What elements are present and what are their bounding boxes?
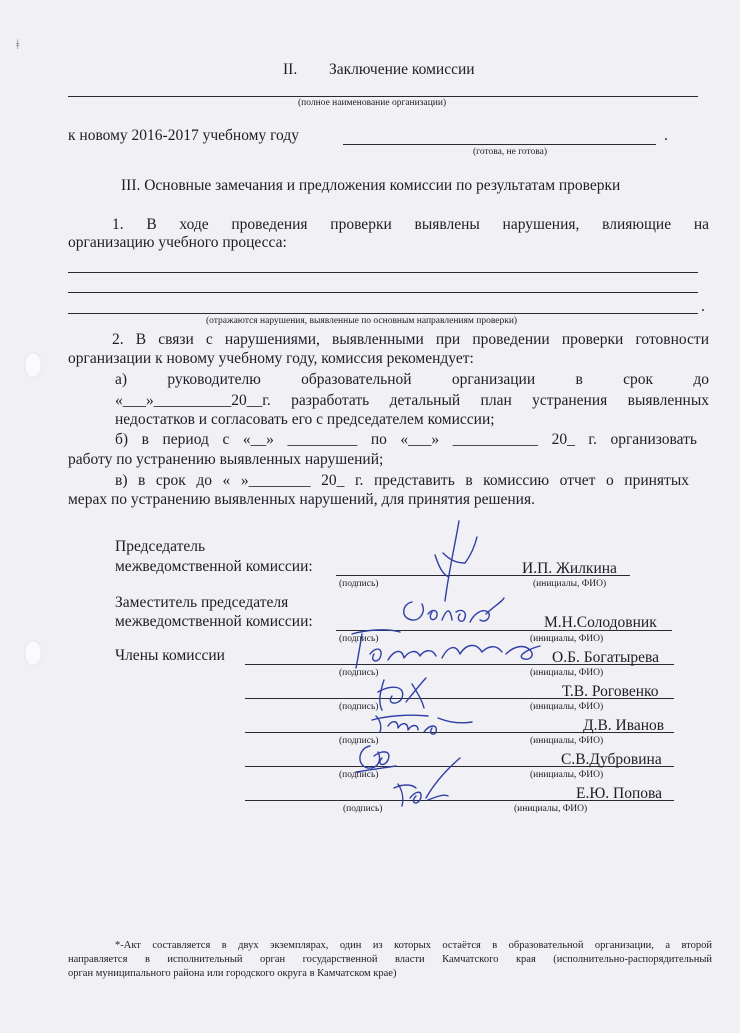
member-5-initials-caption: (инициалы, ФИО): [514, 804, 588, 814]
org-name-caption: (полное наименование организации): [298, 98, 447, 108]
section-ii-number: II.: [283, 61, 298, 78]
chairman-name: И.П. Жилкина: [522, 560, 617, 577]
violations-line-2: [68, 292, 698, 293]
org-name-line: [68, 96, 698, 97]
member-2-initials-caption: (инициалы, ФИО): [530, 702, 604, 712]
chairman-handwritten-signature: [425, 515, 485, 605]
chairman-label-1: Председатель: [115, 538, 206, 555]
member-5-handwritten-signature: [388, 754, 468, 820]
corner-mark: ǂ: [16, 38, 20, 53]
member-1-initials-caption: (инициалы, ФИО): [530, 668, 604, 678]
member-1-name: О.Б. Богатырева: [552, 649, 660, 666]
member-3-handwritten-signature: [368, 706, 478, 740]
ready-line: [343, 144, 656, 145]
chairman-sign-caption: (подпись): [339, 579, 379, 589]
item-a-line-2: «___»__________20__г. разработать детальный план устранения выявленных: [115, 392, 709, 409]
violations-line-1: [68, 272, 698, 273]
punch-hole-bottom: [24, 640, 42, 666]
member-2-sign-caption: (подпись): [339, 702, 379, 712]
deputy-initials-caption: (инициалы, ФИО): [530, 634, 604, 644]
member-3-initials-caption: (инициалы, ФИО): [530, 736, 604, 746]
footnote-line-2: направляется в исполнительный орган государственной власти Камчатского края (исполнительно-распорядительный: [68, 954, 712, 965]
deputy-sign-caption: (подпись): [339, 634, 379, 644]
item-b-line-2: работу по устранению выявленных нарушений;: [68, 451, 384, 468]
member-4-sign-caption: (подпись): [339, 770, 379, 780]
member-1-handwritten-signature: [346, 626, 546, 672]
ready-end: .: [664, 127, 668, 144]
member-4-name: С.В.Дубровина: [561, 751, 662, 768]
chairman-initials-caption: (инициалы, ФИО): [533, 579, 607, 589]
member-5-sign-caption: (подпись): [343, 804, 383, 814]
item-c-line-2: мерах по устранению выявленных нарушений, для принятия решения.: [68, 491, 535, 508]
member-4-initials-caption: (инициалы, ФИО): [530, 770, 604, 780]
section-ii-title: Заключение комиссии: [329, 61, 475, 78]
section-iii-title: III. Основные замечания и предложения комиссии по результатам проверки: [121, 177, 621, 194]
item-c-line-1: в) в срок до « »________ 20_ г. представить в комиссию отчет о принятых: [115, 472, 689, 489]
paragraph-1-line-1: 1. В ходе проведения проверки выявлены нарушения, влияющие на: [112, 216, 709, 233]
deputy-label-1: Заместитель председателя: [115, 594, 289, 611]
footnote-line-1: *-Акт составляется в двух экземплярах, один из которых остаётся в образовательной организации, а второй: [115, 940, 712, 951]
deputy-label-2: межведомственной комиссии:: [115, 613, 313, 630]
member-1-sign-caption: (подпись): [339, 668, 379, 678]
violations-caption: (отражаются нарушения, выявленные по основным направлениям проверки): [206, 316, 518, 326]
violations-line-3: [68, 313, 698, 314]
item-b-line-1: б) в период с «__» _________ по «___» ___________ 20_ г. организовать: [115, 431, 697, 448]
item-a-line-1: а) руководителю образовательной организации в срок до: [115, 371, 709, 388]
paragraph-2-line-1: 2. В связи с нарушениями, выявленными при проведении проверки готовности: [112, 331, 709, 348]
member-2-name: Т.В. Роговенко: [562, 683, 659, 700]
member-3-sign-caption: (подпись): [339, 736, 379, 746]
paragraph-2-line-2: организации к новому учебному году, комиссия рекомендует:: [68, 350, 474, 367]
item-a-line-3: недостатков и согласовать его с председателем комиссии;: [115, 411, 495, 428]
deputy-name: М.Н.Солодовник: [544, 614, 657, 631]
ready-caption: (готова, не готова): [473, 147, 548, 157]
members-label: Члены комиссии: [115, 647, 225, 664]
punch-hole-top: [24, 352, 42, 378]
member-3-name: Д.В. Иванов: [583, 717, 665, 734]
violations-end: .: [701, 298, 705, 315]
member-5-name: Е.Ю. Попова: [576, 785, 663, 802]
paragraph-1-line-2: организацию учебного процесса:: [68, 234, 287, 251]
ready-text: к новому 2016-2017 учебному году: [68, 127, 299, 144]
chairman-label-2: межведомственной комиссии:: [115, 558, 313, 575]
footnote-line-3: орган муниципального района или городского округа в Камчатском крае): [68, 968, 397, 979]
